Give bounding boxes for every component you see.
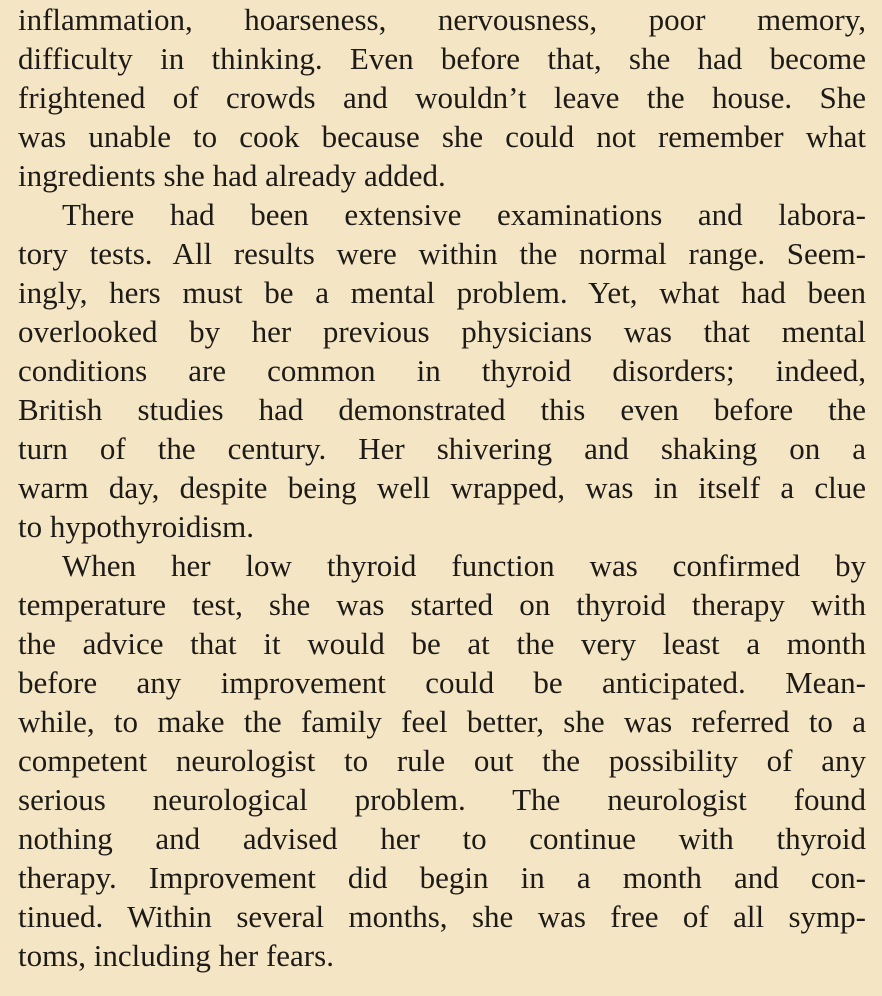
text-line: frightened of crowds and wouldn’t leave the house. She [18,80,866,115]
text-line: tory tests. All results were within the normal range. Seem- [18,236,866,271]
text-line: was unable to cook because she could not remember what [18,119,866,154]
text-line: ingredients she had already added. [18,158,446,193]
text-line: while, to make the family feel better, she was referred to a [18,704,866,739]
paragraph-2 [18,195,866,546]
text-line: British studies had demonstrated this even before the [18,392,866,427]
text-line: temperature test, she was started on thyroid therapy with [18,587,866,622]
paragraph-3 [18,546,866,975]
text-line: nothing and advised her to continue with thyroid [18,821,866,856]
text-line: conditions are common in thyroid disorders; indeed, [18,353,866,388]
text-line: warm day, despite being well wrapped, was in itself a clue [18,470,866,505]
text-line: to hypothyroidism. [18,509,254,544]
text-line: overlooked by her previous physicians was that mental [18,314,866,349]
text-line: There had been extensive examinations and labora- [62,197,866,232]
text-line: competent neurologist to rule out the possibility of any [18,743,866,778]
text-line: tinued. Within several months, she was free of all symp- [18,899,866,934]
text-line: toms, including her fears. [18,938,334,973]
text-line: When her low thyroid function was confirmed by [62,548,866,583]
text-line: turn of the century. Her shivering and shaking on a [18,431,866,466]
paragraph-1 [18,0,866,195]
text-line: serious neurological problem. The neurologist found [18,782,866,817]
text-line: difficulty in thinking. Even before that, she had become [18,41,866,76]
text-line: therapy. Improvement did begin in a month and con- [18,860,866,895]
text-line: the advice that it would be at the very least a month [18,626,866,661]
text-line: before any improvement could be anticipated. Mean- [18,665,866,700]
text-line: inflammation, hoarseness, nervousness, poor memory, [18,2,866,37]
text-line: ingly, hers must be a mental problem. Yet, what had been [18,275,866,310]
